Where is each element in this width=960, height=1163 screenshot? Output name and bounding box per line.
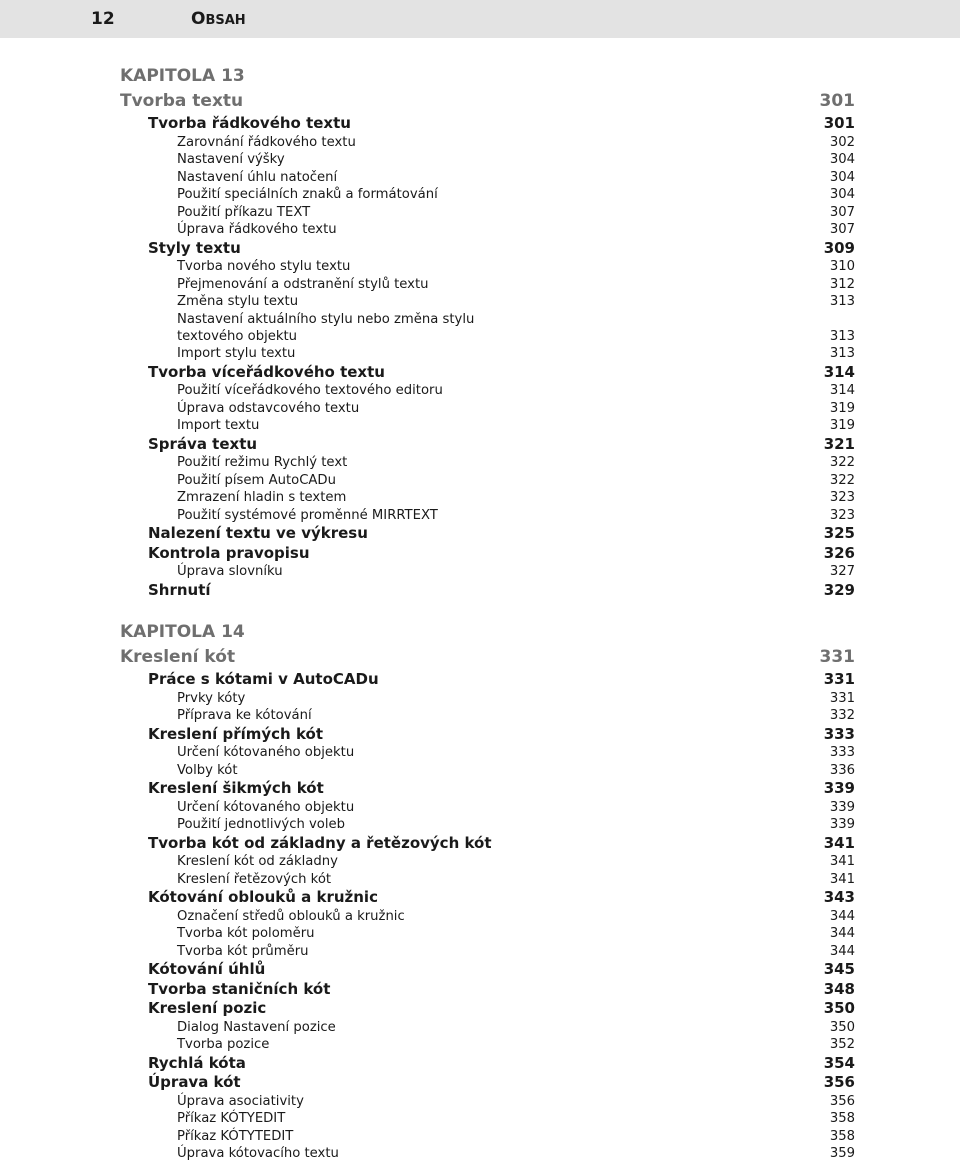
toc-entry-page: 314	[829, 383, 855, 398]
toc-entry-title: Rychlá kóta	[148, 1053, 246, 1072]
toc-entry-title: Použití režimu Rychlý text	[177, 455, 348, 470]
toc-entry-page: 307	[829, 204, 855, 220]
toc-entry-page: 356	[823, 1073, 855, 1091]
toc-entry-page: 312	[829, 276, 855, 292]
toc-section-row[interactable]	[120, 888, 855, 908]
toc-entry-title: Označení středů oblouků a kružnic	[177, 908, 405, 924]
toc-subsection-row[interactable]	[120, 204, 855, 222]
toc-subsection-row[interactable]	[120, 1145, 855, 1163]
toc-section-row[interactable]	[120, 725, 855, 745]
toc-entry-title: Správa textu	[148, 434, 258, 453]
toc-entry-page: 332	[829, 708, 855, 723]
toc-entry-title: Úprava slovníku	[177, 564, 283, 579]
toc-entry-title: Použití speciálních znaků a formátování	[177, 187, 438, 202]
toc-subsection-row[interactable]	[120, 563, 855, 581]
toc-entry-title: Dialog Nastavení pozice	[177, 1019, 336, 1035]
toc-entry-title: Určení kótovaného objektu	[177, 745, 355, 760]
toc-list	[120, 114, 855, 600]
toc-subsection-row[interactable]	[120, 853, 855, 871]
toc-entry-page: 304	[829, 169, 855, 185]
toc-section-row[interactable]	[120, 834, 855, 854]
toc-subsection-row[interactable]	[120, 489, 855, 507]
toc-entry-page: 313	[829, 294, 855, 309]
chapter-title: Tvorba textu	[120, 91, 244, 111]
toc-entry-page: 327	[829, 564, 855, 579]
toc-entry-title: Kreslení řetězových kót	[177, 871, 332, 887]
toc-entry-page: 304	[829, 152, 855, 167]
toc-section-row[interactable]	[120, 581, 855, 601]
toc-entry-page: 304	[829, 187, 855, 202]
toc-subsection-row[interactable]	[120, 151, 855, 169]
toc-entry-page: 326	[823, 543, 855, 562]
toc-entry-page: 344	[829, 943, 855, 959]
toc-entry-title: Úprava asociativity	[177, 1093, 304, 1109]
toc-entry-page: 359	[829, 1146, 855, 1161]
toc-entry-page: 341	[823, 833, 855, 852]
toc-entry-title: Přejmenování a odstranění stylů textu	[177, 276, 429, 292]
toc-subsection-row[interactable]	[120, 762, 855, 780]
toc-entry-title: textového objektu	[177, 328, 298, 344]
toc-section-row[interactable]	[120, 363, 855, 383]
toc-subsection-row[interactable]	[120, 744, 855, 762]
toc-entry-title: Nastavení aktuálního stylu nebo změna stylu	[177, 311, 475, 327]
toc-entry-title: Shrnutí	[148, 580, 211, 599]
chapter-title-row[interactable]	[120, 88, 855, 114]
toc-subsection-row[interactable]	[120, 871, 855, 889]
page-header	[0, 0, 960, 38]
toc-entry-page: 313	[829, 328, 855, 344]
toc-entry-title: Tvorba staničních kót	[148, 979, 331, 998]
toc-entry-page: 341	[829, 871, 855, 887]
toc-entry-page: 331	[829, 690, 855, 706]
toc-entry-page: 344	[829, 908, 855, 924]
toc-entry-title: Příkaz KÓTYTEDIT	[177, 1128, 294, 1144]
toc-entry-title: Import stylu textu	[177, 346, 296, 361]
toc-entry-page: 314	[823, 362, 855, 381]
toc-entry-page: 309	[823, 238, 855, 257]
toc-subsection-row[interactable]	[120, 400, 855, 418]
toc-subsection-row[interactable]	[120, 908, 855, 926]
toc-section-row[interactable]	[120, 670, 855, 690]
toc-entry-page: 322	[829, 455, 855, 470]
toc-entry-page: 339	[823, 779, 855, 797]
toc-entry-title: Kótování úhlů	[148, 960, 266, 978]
toc-subsection-row[interactable]	[120, 345, 855, 363]
toc-entry-title: Úprava odstavcového textu	[177, 400, 360, 416]
toc-section-row[interactable]	[120, 1073, 855, 1093]
toc-entry-title: Kreslení kót od základny	[177, 854, 338, 869]
toc-entry-page: 319	[829, 400, 855, 416]
toc-entry-page: 325	[823, 524, 855, 542]
toc-entry-title: Tvorba kót poloměru	[177, 926, 315, 941]
toc-subsection-row[interactable]	[120, 690, 855, 708]
toc-subsection-row[interactable]	[120, 382, 855, 400]
toc-entry-page: 333	[829, 745, 855, 760]
toc-subsection-row[interactable]	[120, 186, 855, 204]
toc-entry-page: 344	[829, 926, 855, 941]
toc-entry-title: Import textu	[177, 418, 260, 433]
toc-subsection-row[interactable]	[120, 169, 855, 187]
toc-entry-page: 358	[829, 1111, 855, 1126]
toc-subsection-row[interactable]	[120, 417, 855, 435]
toc-subsection-row[interactable]	[120, 799, 855, 817]
chapter-title: Kreslení kót	[120, 647, 236, 667]
toc-section-row[interactable]	[120, 524, 855, 544]
toc-entry-title: Použití systémové proměnné MIRRTEXT	[177, 507, 438, 523]
toc-subsection-row[interactable]	[120, 707, 855, 725]
toc-entry-page: 329	[823, 580, 855, 599]
toc-entry-title: Kótování oblouků a kružnic	[148, 888, 378, 906]
toc-entry-title: Kreslení přímých kót	[148, 724, 324, 743]
toc-entry-title: Použití víceřádkového textového editoru	[177, 383, 443, 398]
toc-entry-page: 307	[829, 222, 855, 237]
running-title-rest: BSAH	[205, 13, 246, 28]
toc-subsection-row[interactable]	[120, 816, 855, 834]
toc-subsection-row[interactable]	[120, 1128, 855, 1146]
toc-subsection-row[interactable]	[120, 1019, 855, 1037]
toc-entry-title: Zarovnání řádkového textu	[177, 134, 356, 150]
toc-section-row[interactable]	[120, 239, 855, 259]
toc-entry-page: 333	[823, 724, 855, 743]
toc-entry-title: Použití písem AutoCADu	[177, 472, 336, 488]
toc-entry-page: 345	[823, 960, 855, 978]
toc-entry-title: Tvorba řádkového textu	[148, 114, 351, 132]
toc-entry-title: Tvorba pozice	[177, 1037, 270, 1052]
toc-entry-page: 302	[829, 134, 855, 150]
toc-entry-page: 310	[829, 259, 855, 274]
chapter-title-row[interactable]	[120, 644, 855, 670]
toc-subsection-row[interactable]	[120, 134, 855, 152]
toc-entry-title: Tvorba nového stylu textu	[177, 259, 351, 274]
toc-entry-page: 322	[829, 472, 855, 488]
toc-entry-title: Určení kótovaného objektu	[177, 799, 355, 815]
toc-subsection-row[interactable]	[120, 258, 855, 276]
page-number: 12	[91, 9, 115, 29]
toc-entry-page: 323	[829, 507, 855, 523]
toc-subsection-row[interactable]	[120, 925, 855, 943]
toc-entry-title: Styly textu	[148, 238, 241, 257]
toc-entry-page: 356	[829, 1093, 855, 1109]
toc-subsection-row[interactable]	[120, 328, 855, 346]
toc-entry-page: 352	[829, 1037, 855, 1052]
toc-entry-title: Prvky kóty	[177, 690, 246, 706]
toc-entry-title: Kontrola pravopisu	[148, 543, 310, 562]
toc-subsection-row[interactable]	[120, 1036, 855, 1054]
toc-section-row[interactable]	[120, 114, 855, 134]
toc-entry-title: Nastavení výšky	[177, 152, 285, 167]
toc-entry-title: Zmrazení hladin s textem	[177, 490, 347, 505]
toc-entry-page: 331	[823, 670, 855, 688]
running-title-initial: O	[191, 9, 206, 29]
toc-entry-page: 336	[829, 762, 855, 778]
toc-entry-title: Použití jednotlivých voleb	[177, 817, 346, 832]
toc-entry-title: Nalezení textu ve výkresu	[148, 524, 368, 542]
toc-entry-page: 313	[829, 346, 855, 361]
toc-subsection-row[interactable]	[120, 1093, 855, 1111]
toc-subsection-row[interactable]	[120, 293, 855, 311]
toc-entry-page: 354	[823, 1053, 855, 1072]
toc-list	[120, 670, 855, 1163]
toc-entry-page: 350	[823, 999, 855, 1017]
toc-subsection-row[interactable]	[120, 1110, 855, 1128]
toc-entry-page: 323	[829, 490, 855, 505]
toc-entry-title: Tvorba kót od základny a řetězových kót	[148, 833, 492, 852]
toc-subsection-row[interactable]	[120, 472, 855, 490]
toc-entry-title: Příkaz KÓTYEDIT	[177, 1111, 286, 1126]
toc-section-row[interactable]	[120, 960, 855, 980]
toc-section-row[interactable]	[120, 1054, 855, 1074]
chapter-page: 301	[819, 91, 855, 111]
toc-entry-page: 339	[829, 817, 855, 832]
toc-section-row[interactable]	[120, 779, 855, 799]
toc-entry-title: Nastavení úhlu natočení	[177, 169, 338, 185]
toc-entry-title: Použití příkazu TEXT	[177, 204, 311, 220]
toc-section-row[interactable]	[120, 999, 855, 1019]
running-title	[191, 9, 246, 29]
toc-section-row[interactable]	[120, 435, 855, 455]
toc-entry-page: 301	[823, 114, 855, 132]
toc-entry-page: 341	[829, 854, 855, 869]
toc-entry-title: Práce s kótami v AutoCADu	[148, 670, 379, 688]
toc-entry-title: Úprava kót	[148, 1073, 241, 1091]
toc-entry-page: 339	[829, 799, 855, 815]
toc-entry-title: Příprava ke kótování	[177, 708, 312, 723]
chapter-label: KAPITOLA 14	[120, 622, 245, 642]
toc-entry-page: 350	[829, 1019, 855, 1035]
toc-entry-page: 348	[823, 979, 855, 998]
toc-subsection-row[interactable]	[120, 507, 855, 525]
toc-subsection-row[interactable]	[120, 276, 855, 294]
toc-entry-page: 321	[823, 434, 855, 453]
toc-subsection-row[interactable]	[120, 311, 855, 328]
chapter-13	[120, 64, 855, 600]
toc-section-row[interactable]	[120, 980, 855, 1000]
toc-subsection-row[interactable]	[120, 943, 855, 961]
toc-entry-page: 319	[829, 418, 855, 433]
toc-entry-page: 343	[823, 888, 855, 906]
chapter-14	[120, 620, 855, 1163]
toc-entry-page: 358	[829, 1128, 855, 1144]
toc-entry-title: Tvorba kót průměru	[177, 943, 309, 959]
toc-entry-title: Úprava kótovacího textu	[177, 1146, 339, 1161]
toc-entry-title: Kreslení pozic	[148, 999, 267, 1017]
chapter-label: KAPITOLA 13	[120, 66, 245, 86]
toc-entry-title: Změna stylu textu	[177, 294, 299, 309]
toc-entry-title: Kreslení šikmých kót	[148, 779, 324, 797]
chapter-page: 331	[819, 647, 855, 667]
toc-subsection-row[interactable]	[120, 221, 855, 239]
toc-section-row[interactable]	[120, 544, 855, 564]
toc-subsection-row[interactable]	[120, 454, 855, 472]
toc-entry-title: Tvorba víceřádkového textu	[148, 362, 385, 381]
toc-entry-title: Volby kót	[177, 762, 238, 778]
toc-entry-title: Úprava řádkového textu	[177, 222, 337, 237]
